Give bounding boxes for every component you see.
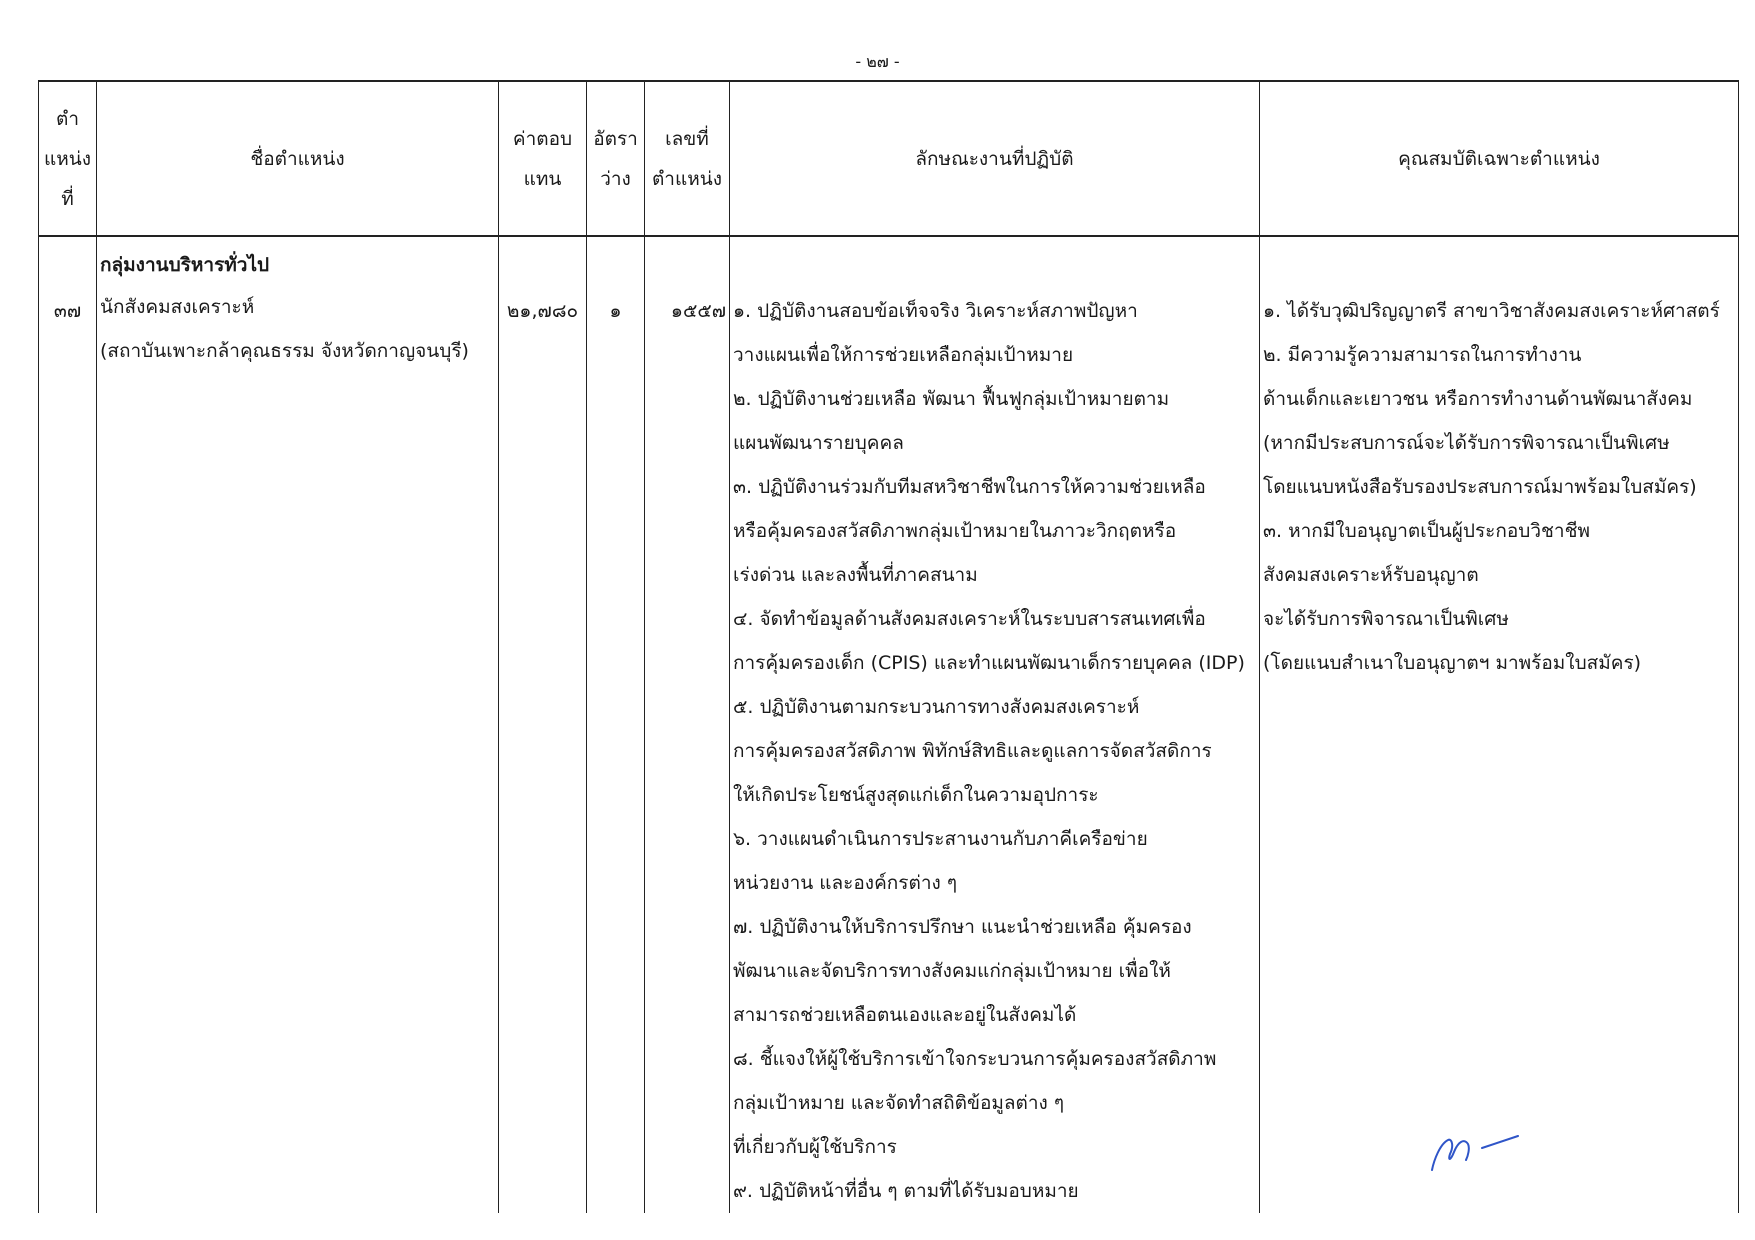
qualification-line: ๑. ได้รับวุฒิปริญญาตรี สาขาวิชาสังคมสงเคราะห์ศาสตร์ xyxy=(1263,300,1720,322)
position-institution: (สถาบันเพาะกล้าคุณธรรม จังหวัดกาญจนบุรี) xyxy=(100,340,469,362)
duty-line: กลุ่มเป้าหมาย และจัดทำสถิติข้อมูลต่าง ๆ xyxy=(733,1092,1065,1114)
duty-line: วางแผนเพื่อให้การช่วยเหลือกลุ่มเป้าหมาย xyxy=(733,344,1074,366)
position-no-cell xyxy=(39,236,97,1213)
position-name-cell xyxy=(97,236,499,1213)
table-header-row xyxy=(39,81,1739,236)
header-compensation-line: แทน xyxy=(523,167,562,190)
duty-line: ที่เกี่ยวกับผู้ใช้บริการ xyxy=(733,1136,897,1158)
position-code-value: ๑๕๕๗ xyxy=(670,300,726,322)
header-vacancy-line: ว่าง xyxy=(600,167,631,190)
header-vacancy-line: อัตรา xyxy=(593,127,638,150)
duty-line: สามารถช่วยเหลือตนเองและอยู่ในสังคมได้ xyxy=(733,1004,1077,1026)
header-vacancy xyxy=(587,81,645,236)
duty-line: แผนพัฒนารายบุคคล xyxy=(733,432,904,454)
duty-line: ๘. ชี้แจงให้ผู้ใช้บริการเข้าใจกระบวนการคุ้มครองสวัสดิภาพ xyxy=(733,1048,1217,1070)
header-position-code xyxy=(645,81,730,236)
duty-line: ๙. ปฏิบัติหน้าที่อื่น ๆ ตามที่ได้รับมอบหมาย xyxy=(733,1180,1079,1202)
duty-line: ให้เกิดประโยชน์สูงสุดแก่เด็กในความอุปการะ xyxy=(733,784,1099,806)
duty-line: ๓. ปฏิบัติงานร่วมกับทีมสหวิชาชีพในการให้ความช่วยเหลือ xyxy=(733,476,1206,498)
qualification-line: จะได้รับการพิจารณาเป็นพิเศษ xyxy=(1263,608,1509,630)
qualification-line: ด้านเด็กและเยาวชน หรือการทำงานด้านพัฒนาสังคม xyxy=(1263,388,1693,410)
duty-line: เร่งด่วน และลงพื้นที่ภาคสนาม xyxy=(733,564,978,586)
signature-stroke xyxy=(1432,1140,1469,1170)
duty-line: หน่วยงาน และองค์กรต่าง ๆ xyxy=(733,872,958,894)
header-position-no xyxy=(39,81,97,236)
header-position-no-line: ที่ xyxy=(61,187,74,210)
duty-line: ๖. วางแผนดำเนินการประสานงานกับภาคีเครือข่าย xyxy=(733,828,1148,850)
position-no: ๓๗ xyxy=(53,300,82,322)
duty-line: ๔. จัดทำข้อมูลด้านสังคมสงเคราะห์ในระบบสารสนเทศเพื่อ xyxy=(733,608,1206,630)
duty-line: การคุ้มครองสวัสดิภาพ พิทักษ์สิทธิและดูแลการจัดสวัสดิการ xyxy=(733,740,1212,762)
header-position-code-line: ตำแหน่ง xyxy=(651,167,723,190)
qualification-line: (โดยแนบสำเนาใบอนุญาตฯ มาพร้อมใบสมัคร) xyxy=(1263,652,1642,674)
header-position-no-line: ตำ xyxy=(55,107,79,130)
header-position-name: ชื่อตำแหน่ง xyxy=(97,81,499,236)
vacancy-value: ๑ xyxy=(609,300,622,322)
qualification-line: (หากมีประสบการณ์จะได้รับการพิจารณาเป็นพิเศษ xyxy=(1263,432,1670,454)
signature-stroke xyxy=(1482,1136,1518,1148)
compensation-value: ๒๑,๗๘๐ xyxy=(506,300,579,322)
duty-line: พัฒนาและจัดบริการทางสังคมแก่กลุ่มเป้าหมาย เพื่อให้ xyxy=(733,960,1171,982)
duty-line: การคุ้มครองเด็ก (CPIS) และทำแผนพัฒนาเด็กรายบุคคล (IDP) xyxy=(733,652,1245,674)
compensation-cell xyxy=(499,236,587,1213)
qualification-line: สังคมสงเคราะห์รับอนุญาต xyxy=(1263,564,1479,586)
qualification-line: โดยแนบหนังสือรับรองประสบการณ์มาพร้อมใบสมัคร) xyxy=(1263,476,1697,498)
job-description-cell xyxy=(730,236,1260,1213)
duty-line: ๒. ปฏิบัติงานช่วยเหลือ พัฒนา ฟื้นฟูกลุ่มเป้าหมายตาม xyxy=(733,388,1170,410)
header-qualifications: คุณสมบัติเฉพาะตำแหน่ง xyxy=(1260,81,1739,236)
handwritten-signature xyxy=(1420,1122,1530,1182)
qualification-line: ๒. มีความรู้ความสามารถในการทำงาน xyxy=(1263,344,1582,366)
header-position-no-line: แหน่ง xyxy=(43,147,92,170)
header-job-description: ลักษณะงานที่ปฏิบัติ xyxy=(730,81,1260,236)
header-compensation xyxy=(499,81,587,236)
duty-line: ๑. ปฏิบัติงานสอบข้อเท็จจริง วิเคราะห์สภาพปัญหา xyxy=(733,300,1138,322)
group-title: กลุ่มงานบริหารทั่วไป xyxy=(100,254,270,276)
position-table xyxy=(38,80,1739,1213)
duty-line: ๕. ปฏิบัติงานตามกระบวนการทางสังคมสงเคราะห์ xyxy=(733,696,1140,718)
position-title: นักสังคมสงเคราะห์ xyxy=(100,296,255,318)
vacancy-cell xyxy=(587,236,645,1213)
qualification-line: ๓. หากมีใบอนุญาตเป็นผู้ประกอบวิชาชีพ xyxy=(1263,520,1590,542)
header-compensation-line: ค่าตอบ xyxy=(512,127,573,150)
table-row xyxy=(39,236,1739,1213)
header-position-code-line: เลขที่ xyxy=(665,127,709,150)
duty-line: ๗. ปฏิบัติงานให้บริการปรึกษา แนะนำช่วยเหลือ คุ้มครอง xyxy=(733,916,1192,938)
qualifications-cell xyxy=(1260,236,1739,1213)
duty-line: หรือคุ้มครองสวัสดิภาพกลุ่มเป้าหมายในภาวะวิกฤตหรือ xyxy=(733,520,1177,542)
position-code-cell xyxy=(645,236,730,1213)
page-number: - ๒๗ - xyxy=(855,52,900,71)
